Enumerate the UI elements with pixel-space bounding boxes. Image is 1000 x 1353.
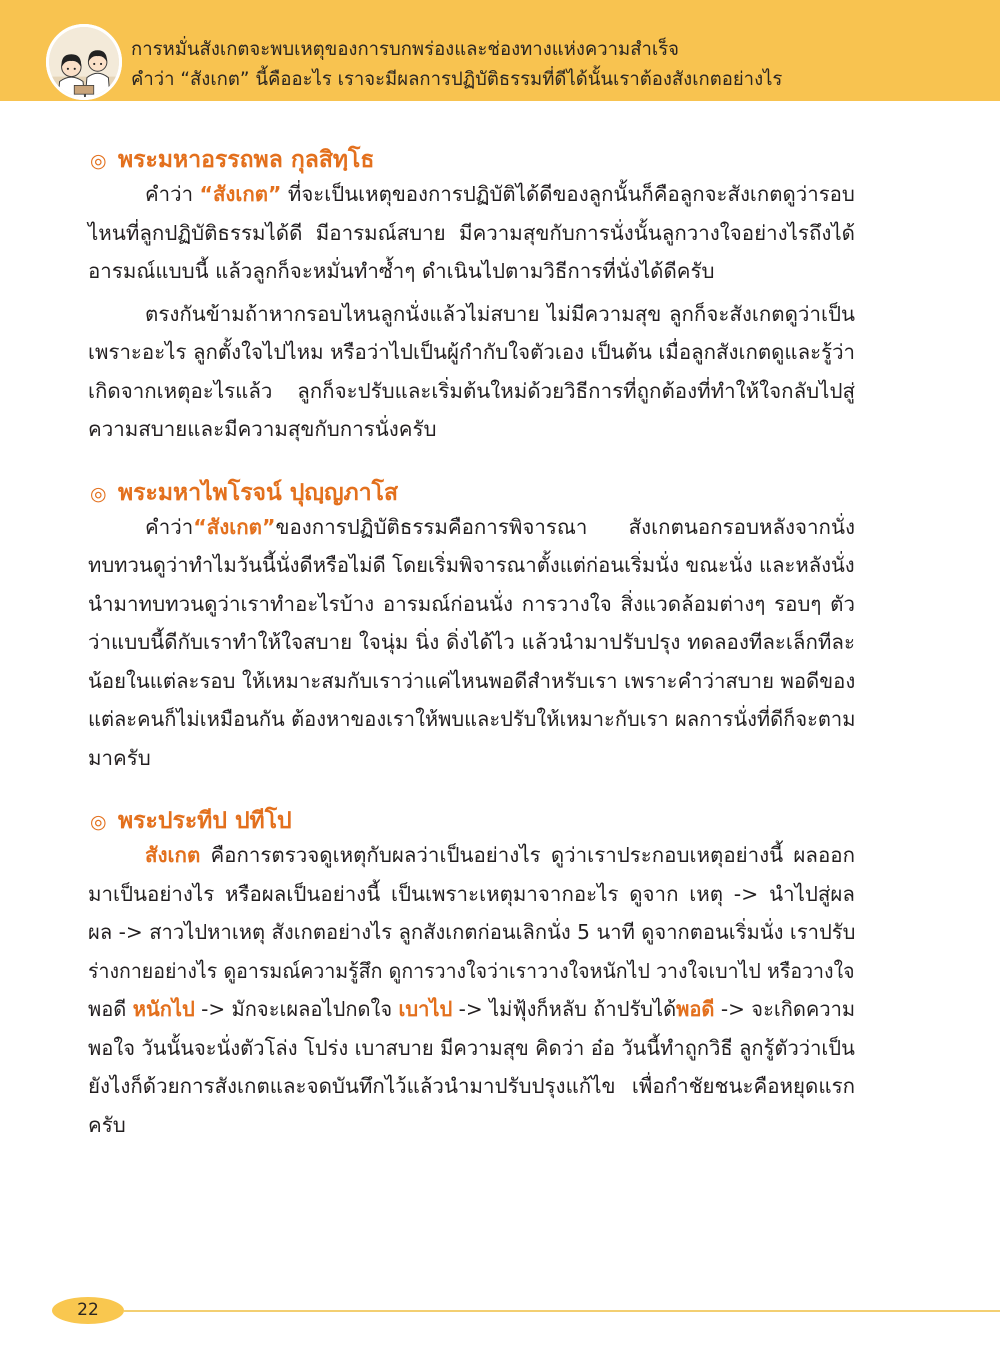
section-heading [88,145,855,175]
section-heading [88,478,855,508]
section-heading [88,806,855,836]
text-segment: อารมณ์แบบนี้ แล้วลูกก็จะหมั่นทำซ้ำๆ ดำเนินไปตามวิธีการที่นั่งได้ดีครับ [88,259,715,283]
text-segment: คำว่า [145,182,200,206]
page-number-badge [52,1297,124,1324]
text-segment: ยังไงก็ด้วยการสังเกตและจดบันทึกไว้แล้วนำมาปรับปรุงแก้ไข เพื่อกำชัยชนะคือหยุดแรก [88,1074,855,1098]
emphasized-text: “สังเกต” [199,182,282,206]
footer-rule [124,1310,1000,1312]
text-segment: น้อยในแต่ละรอบ ให้เหมาะสมกับเราว่าแค่ไหนพอดีสำหรับเรา เพราะคำว่าสบาย พอดีของ [88,668,856,693]
text-line [88,739,855,778]
emphasized-text: “สังเกต” [193,514,276,539]
text-segment: มาครับ [88,745,151,770]
text-segment: -> มักจะเผลอไปกดใจ [194,997,399,1021]
text-line [88,214,855,253]
paragraph [88,295,855,449]
teaching-section-3 [88,806,855,1144]
author-name: พระประทีป ปทีโป [118,808,292,834]
bullet-icon: ◎ [90,811,107,833]
emphasized-text: พอดี [676,997,715,1021]
text-line [88,875,855,914]
text-line [88,1106,855,1145]
text-segment: ความสบายและมีความสุขกับการนั่งครับ [88,417,437,441]
book-shape [74,85,94,94]
text-segment: แต่ละคนก็ไม่เหมือนกัน ต้องหาของเราให้พบและปรับให้เหมาะกับเรา ผลการนั่งที่ดีก็จะตาม [88,707,856,731]
paragraph [88,836,855,1144]
text-line [88,546,855,585]
text-line [88,410,855,449]
text-line [88,333,856,372]
text-segment: ว่าแบบนี้ดีกับเราทำให้ใจสบาย ใจนุ่ม นิ่ง ดิ่งได้ไว แล้วนำมาปรับปรุง ทดลองทีละเล็กทีละ [88,630,855,654]
text-segment: พอดี [88,997,133,1021]
text-line [88,1067,855,1106]
text-line [88,990,856,1029]
teaching-section-1 [88,145,855,449]
text-segment: ผล -> สาวไปหาเหตุ สังเกตอย่างไร ลูกสังเกตก่อนเลิกนั่ง 5 นาที ดูจากตอนเริ่มนั่ง เราปรับ [88,920,856,944]
text-segment: ร่างกายอย่างไร ดูอารมณ์ความรู้สึก ดูการวางใจว่าเราวางใจหนักไป วางใจเบาไป หรือวางใจ [88,958,855,983]
paragraph [88,508,855,778]
text-segment: คำว่า [145,514,194,539]
text-line [88,252,855,291]
text-line [145,295,855,334]
text-segment: นำมาทบทวนดูว่าเราทำอะไรบ้าง อารมณ์ก่อนนั่ง การวางใจ สิ่งแวดล้อมต่างๆ รอบๆ ตัว [88,591,855,616]
author-name: พระมหาไพโรจน์ ปุญฺญภาโส [118,479,399,506]
text-segment: ครับ [88,1112,126,1137]
text-segment: เกิดจากเหตุอะไรแล้ว ลูกก็จะปรับและเริ่มต้นใหม่ด้วยวิธีการที่ถูกต้องที่ทำให้ใจกลับไปสู่ [88,378,855,403]
text-segment: ที่จะเป็นเหตุของการปฏิบัติได้ดีของลูกนั้นก็คือลูกจะสังเกตดูว่ารอบ [281,182,855,206]
text-line [88,913,856,952]
paragraph [88,175,855,291]
text-line [88,952,855,991]
chapter-title: การหมั่นสังเกตจะพบเหตุของการบกพร่องและช่องทางแห่งความสำเร็จ [131,39,679,60]
text-segment: คือการตรวจดูเหตุกับผลว่าเป็นอย่างไร ดูว่าเราประกอบเหตุอย่างนี้ ผลออก [200,843,855,867]
teaching-section-2 [88,478,855,778]
emphasized-text: หนักไป [132,997,195,1021]
text-line [145,508,855,547]
author-name: พระมหาอรรถพล กุลสิทฺโธ [118,147,375,173]
text-segment: ไหนที่ลูกปฏิบัติธรรมได้ดี มีอารมณ์สบาย มีความสุขกับการนั่งนั้นลูกวางใจอย่างไรถึงได้ [88,220,855,245]
chapter-header-text [131,35,971,95]
page-number: 22 [77,1300,99,1320]
text-line [145,836,855,875]
chapter-question: คำว่า “สังเกต” นี้คืออะไร เราจะมีผลการปฏิบัติธรรมที่ดีได้นั้นเราต้องสังเกตอย่างไร [131,69,783,90]
text-segment: มาเป็นอย่างไร หรือผลเป็นอย่างนี้ เป็นเพราะเหตุมาจากอะไร ดูจาก เหตุ -> นำไปสู่ผล [88,881,855,906]
emphasized-text: เบาไป [398,997,453,1021]
text-segment: เพราะอะไร ลูกตั้งใจไปไหม หรือว่าไปเป็นผู้กำกับใจตัวเอง เป็นต้น เมื่อลูกสังเกตดูและรู้ว่า [88,340,856,364]
text-line [88,1029,855,1068]
page-body [88,145,855,1144]
text-segment: -> ไม่ฟุ้งก็หลับ ถ้าปรับได้ [452,997,677,1021]
text-segment: ทบทวนดูว่าทำไมวันนี้นั่งดีหรือไม่ดี โดยเริ่มพิจารณาตั้งแต่ก่อนเริ่มนั่ง ขณะนั่ง และหลังนั่ง [88,553,855,577]
text-segment: ตรงกันข้ามถ้าหากรอบไหนลูกนั่งแล้วไม่สบาย ไม่มีความสุข ลูกก็จะสังเกตดูว่าเป็น [145,301,855,326]
text-line [88,372,855,411]
text-line [88,623,855,662]
text-segment: พอใจ วันนั้นจะนั่งตัวโล่ง โปร่ง เบาสบาย มีความสุข คิดว่า อ๋อ วันนี้ทำถูกวิธี ลูกรู้ตัวว่าเป็น [88,1035,855,1060]
emphasized-text: สังเกต [145,843,201,867]
text-line [88,700,856,739]
text-line [88,585,855,624]
chapter-header-band [0,0,1000,101]
text-segment: -> จะเกิดความ [714,997,856,1021]
text-line [88,662,856,701]
bullet-icon: ◎ [90,150,107,172]
text-segment: ของการปฏิบัติธรรมคือการพิจารณา สังเกตนอกรอบหลังจากนั่ง [275,514,855,539]
bullet-icon: ◎ [90,482,107,505]
children-illustration [45,23,123,101]
children-illustration-icon [45,23,123,101]
text-line [145,175,855,214]
